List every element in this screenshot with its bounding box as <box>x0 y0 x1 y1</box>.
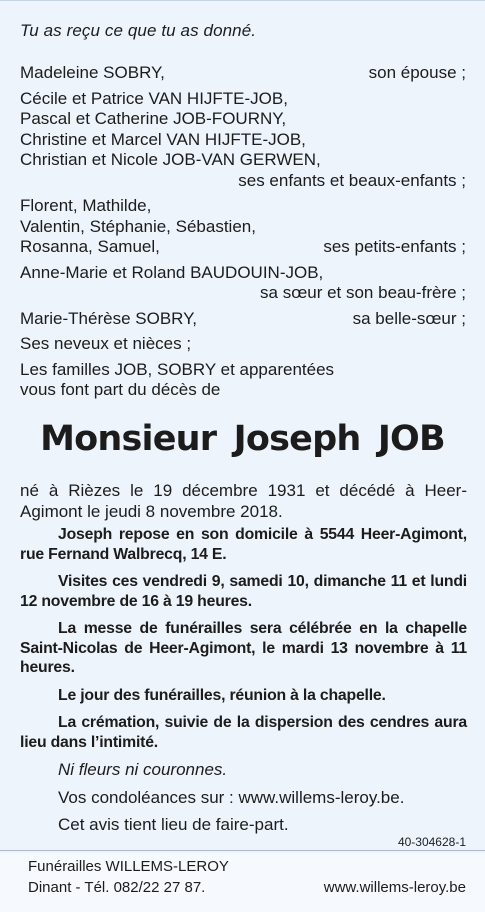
funeral-home-name: Funérailles WILLEMS-LEROY <box>28 858 229 875</box>
info-paragraph: Le jour des funérailles, réunion à la chapelle. <box>58 686 386 704</box>
family-line <box>20 150 466 171</box>
family-names: Cécile et Patrice VAN HIJFTE-JOB, <box>20 88 288 108</box>
family-relation: son épouse ; <box>368 63 466 82</box>
family-names: Valentin, Stéphanie, Sébastien, <box>20 216 256 236</box>
family-line <box>20 283 466 304</box>
family-names: Florent, Mathilde, <box>20 196 152 215</box>
family-line <box>20 89 466 110</box>
family-relation: ses enfants et beaux-enfants ; <box>238 170 466 190</box>
family-line <box>20 263 466 284</box>
birth-death-text: né à Rièzes le 19 décembre 1931 et décédé à Heer-Agimont le jeudi 8 novembre 2018. <box>20 481 467 521</box>
info-paragraph: La messe de funérailles sera célébrée en la chapelle Saint-Nicolas de Heer-Agimont, le mardi 13 novembre à 11 heures. <box>20 620 467 676</box>
family-names: Christine et Marcel VAN HIJFTE-JOB, <box>20 129 306 149</box>
family-names: Pascal et Catherine JOB-FOURNY, <box>20 109 287 128</box>
motto: Tu as reçu ce que tu as donné. <box>20 21 257 40</box>
family-line <box>20 380 466 401</box>
family-relation: sa sœur et son beau-frère ; <box>260 283 466 302</box>
family-line <box>20 130 466 151</box>
family-line <box>20 334 466 355</box>
info-paragraph: La crémation, suivie de la dispersion des cendres aura lieu dans l’intimité. <box>20 714 467 751</box>
family-line <box>20 171 466 192</box>
family-line <box>20 196 466 217</box>
family-line <box>20 237 466 258</box>
family-line <box>20 109 466 130</box>
deceased-name: Monsieur Joseph JOB <box>40 419 445 459</box>
family-names: Christian et Nicole JOB-VAN GERWEN, <box>20 150 321 169</box>
funeral-info <box>20 525 467 843</box>
family-line <box>20 63 466 84</box>
family-relation: ses petits-enfants ; <box>323 237 466 256</box>
funeral-home-contact: Dinant - Tél. 082/22 27 87. <box>28 879 206 896</box>
family-names: Rosanna, Samuel, <box>20 237 160 256</box>
divider <box>0 850 485 851</box>
family-names: Madeleine SOBRY, <box>20 63 165 82</box>
family-names: Anne-Marie et Roland BAUDOUIN-JOB, <box>20 262 324 282</box>
family-list <box>20 63 466 401</box>
funeral-home-website: www.willems-leroy.be <box>323 879 466 896</box>
family-names: Les familles JOB, SOBRY et apparentées <box>20 359 335 379</box>
family-relation: sa belle-sœur ; <box>352 308 466 328</box>
family-names: Marie-Thérèse SOBRY, <box>20 308 197 328</box>
family-names: Ses neveux et nièces ; <box>20 334 192 353</box>
family-names: vous font part du décès de <box>20 380 221 399</box>
notice-text: Cet avis tient lieu de faire-part. <box>58 815 289 834</box>
family-line <box>20 309 466 330</box>
family-line <box>20 360 466 381</box>
reference-number: 40-304628-1 <box>397 835 466 849</box>
no-flowers-text: Ni fleurs ni couronnes. <box>58 760 228 779</box>
info-paragraph: Visites ces vendredi 9, samedi 10, dimanche 11 et lundi 12 novembre de 16 à 19 heures. <box>20 573 467 610</box>
family-line <box>20 217 466 238</box>
condolences-text: Vos condoléances sur : www.willems-leroy.be. <box>58 787 405 807</box>
info-paragraph: Joseph repose en son domicile à 5544 Heer-Agimont, rue Fernand Walbrecq, 14 E. <box>20 526 467 563</box>
